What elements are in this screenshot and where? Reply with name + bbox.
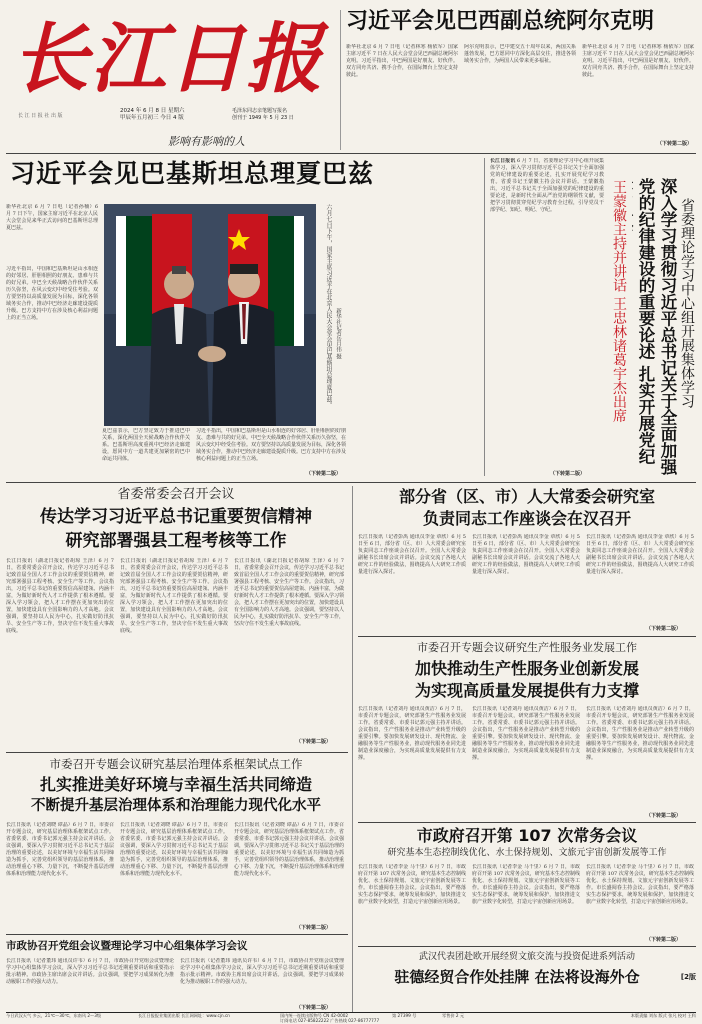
government-meeting-body: 长江日报讯（记者李金 马千里）6 月 7 日，市政府召开第 107 次常务会议，研究基本生态控制线优化、水土保持规划、文旅元宇宙创新发展等工作。市长盛阅春主持会议。会议指出，要严格落实生态保护要求，统筹发展和保护，加快推进文旅产业数字化转型，打造元宇宙创新应用场景。 [358, 864, 466, 905]
cppcc-party-body-col2 [180, 958, 344, 1004]
top-story-col3-text: 新华社北京 6 月 7 日电（记者林寒 杨依军）国家主席习近平 7 日在人民大会堂会见巴西副总统阿尔克明。习近平指出，中巴两国是好朋友、好伙伴。双方同舟共济、携手合作，在国际舞台上坚定支持彼此。 [582, 44, 694, 78]
npc-research-headline-1: 部分省（区、市）人大常委会研究室 [398, 487, 655, 506]
productive-services-continued: （下转第二版） [646, 813, 682, 819]
npc-research-continued: （下转第二版） [646, 626, 682, 632]
npc-research-body-col2 [472, 534, 580, 630]
grassroots-governance-body-col2 [120, 822, 228, 928]
provincial-committee-kicker: 省委常委会召开会议 [117, 487, 235, 502]
productive-services-body-col2 [472, 706, 580, 816]
divider [6, 153, 696, 154]
main-story-body: 习近平指出，中国和巴基斯坦是山水相连的好邻居、肝胆相照的好朋友、患难与共的好兄弟。中巴全天候战略合作伙伴关系历久弥坚，在风云变幻中经受住考验。双方要坚持以高质量发展为目标，深化各领域务实合作，推动中巴经济走廊建设提质升级。巴方支持中方在涉及核心利益问题上的正当立场。 [6, 266, 98, 321]
divider [484, 158, 485, 476]
right-column-headline [632, 178, 678, 476]
grassroots-governance-body-col2-text: 长江日报讯（记者刘晓 谭晶）6 月 7 日，市委召开专题会议，研究基层治理体系框架试点工作。省委常委、市委书记郭元强主持会议并讲话。会议强调，要深入学习贯彻习近平总书记关于基层治理的重要论述，以美好环境与幸福生活共同缔造为抓手，完善党组织领导的基层治理体系，推动治理重心下移、力量下沉，不断提升基层治理体系和治理能力现代化水平。 [120, 822, 228, 877]
cppcc-party-story [6, 938, 346, 1012]
right-column-kicker-text: 省委理论学习中心组开展集体学习 [679, 198, 695, 408]
divider [340, 10, 341, 150]
government-meeting-body-col2-text: 长江日报讯（记者李金 马千里）6 月 7 日，市政府召开第 107 次常务会议，研究基本生态控制线优化、水土保持规划、文旅元宇宙创新发展等工作。市长盛阅春主持会议。会议指出，要严格落实生态保护要求，统筹发展和保护，加快推进文旅产业数字化转型，打造元宇宙创新应用场景。 [472, 864, 580, 905]
wuhan-delegation-teaser[interactable] [358, 950, 696, 1010]
government-meeting-body-col3-text: 长江日报讯（记者李金 马千里）6 月 7 日，市政府召开第 107 次常务会议，研究基本生态控制线优化、水土保持规划、文旅元宇宙创新发展等工作。市长盛阅春主持会议。会议指出，要严格落实生态保护要求，统筹发展和保护，加快推进文旅产业数字化转型，打造元宇宙创新应用场景。 [586, 864, 694, 905]
footer [6, 1013, 696, 1024]
provincial-committee-body-col2 [120, 558, 228, 744]
right-column-body [490, 158, 604, 478]
main-story-headline: 习近平会见巴基斯坦总理夏巴兹 [10, 159, 375, 188]
grassroots-governance-body-col3-text: 长江日报讯（记者刘晓 谭晶）6 月 7 日，市委召开专题会议，研究基层治理体系框架试点工作。省委常委、市委书记郭元强主持会议并讲话。会议强调，要深入学习贯彻习近平总书记关于基层治理的重要论述，以美好环境与幸福生活共同缔造为抓手，完善党组织领导的基层治理体系，推动治理重心下移、力量下沉，不断提升基层治理体系和治理能力现代化水平。 [234, 822, 344, 877]
pub-info: 长 江 日 报 社 出 版 [18, 113, 63, 119]
provincial-committee-headline-2: 研究部署强县工程考核等工作 [65, 531, 287, 551]
logo-text: 长江日报 [12, 14, 324, 103]
top-story-body: 阿尔克明表示，巴中建交五十周年以来，两国关系蓬勃发展，巴方愿同中方深化高层交往，推进各领域务实合作，为两国人民带来更多福祉。 [464, 44, 576, 64]
date-line: 2024 年 6 月 8 日 星期六 [120, 108, 185, 114]
provincial-committee-story [6, 486, 346, 748]
npc-research-body: 长江日报讯（记者彭禹 通讯员李金 章欣）6 月 5 日至 6 日，部分省（区、市）人大常委会研究室负责同志工作座谈会在汉召开。全国人大常委会副秘书长出席会议并讲话。会议交流了各地人大研究工作的经验做法，围绕提高人大研究工作质量进行深入探讨。 [358, 534, 466, 575]
government-meeting-headline-2: 研究基本生态控制线优化、水土保持规划、文旅元宇宙创新发展等工作 [387, 848, 667, 858]
government-meeting-continued: （下转第二版） [646, 937, 682, 943]
right-column-body-text: 6 月 7 日，省委理论学习中心组开展集体学习，深入学习贯彻习近平总书记关于全面加强党的纪律建设的重要论述，扎实开展党纪学习教育。省委书记王蒙徽主持会议并讲话。王蒙徽指出，习近平总书记关于全面加强党的纪律建设的重要论述，是新时代全面从严治党的纲领性文献，要把学习贯彻贯穿党纪学习教育全过程，引导党员干部学纪、知纪、明纪、守纪。 [490, 158, 604, 213]
main-story-body2: 夏巴兹表示，巴方坚定致力于推进巴中关系，深化两国全天候战略合作伙伴关系。巴基斯坦高度重视中巴经济走廊建设，愿同中方一道共建更加紧密的巴中命运共同体。 [102, 428, 190, 462]
photo-credit [332, 308, 342, 426]
right-column-headline-text: 深入学习贯彻习近平总书记关于全面加强党的纪律建设的重要论述 扎实开展党纪 [636, 178, 677, 475]
founder-line: 毛泽东同志亲笔题写报名 [232, 108, 288, 114]
main-story-continued: （下转第二版） [306, 471, 342, 477]
wuhan-delegation-headline: 驻德经贸合作处挂牌 在法将设海外仓 [394, 968, 640, 986]
grassroots-governance-kicker: 市委召开专题会议研究基层治理体系框架试点工作 [49, 757, 303, 771]
slogan [168, 133, 245, 149]
cppcc-party-headline: 市政协召开党组会议暨理论学习中心组集体学习会议 [6, 940, 248, 952]
productive-services-body-col3 [586, 706, 694, 810]
top-story [346, 8, 696, 150]
government-meeting-headline-1: 市政府召开第 107 次常务会议 [416, 826, 638, 845]
masthead [0, 0, 335, 150]
masthead-right-meta [232, 108, 332, 122]
npc-research-body-col3-text: 长江日报讯（记者彭禹 通讯员李金 章欣）6 月 5 日至 6 日，部分省（区、市）人大常委会研究室负责同志工作座谈会在汉召开。全国人大常委会副秘书长出席会议并讲话。会议交流了各地人大研究工作的经验做法，围绕提高人大研究工作质量进行深入探讨。 [586, 534, 694, 575]
main-story-lead: 新华社北京 6 月 7 日电（记者孙楠）6 月 7 日下午，国家主席习近平在北京人民大会堂会见来华正式访问的巴基斯坦总理夏巴兹。 [6, 204, 98, 231]
npc-research-headline-2: 负责同志工作座谈会在汉召开 [422, 509, 631, 528]
divider [6, 482, 696, 483]
npc-research-body-col3 [586, 534, 694, 624]
footer-codes: 国内统一连续出版物号 CN 42-0002 [280, 1013, 349, 1018]
provincial-committee-body-col2-text: 长江日报讯（湖北日报记者胡琼 王泽）6 月 7 日，省委常委会召开会议，传达学习习近平总书记致首届全国人才工作会议的重要贺信精神，研究部署强县工程考核、安全生产等工作。会议指出，习近平总书记的重要贺信高屋建瓴、内涵丰富，为做好新时代人才工作提供了根本遵循。要深入学习领会，把人才工作摆在更加突出的位置，加快建设具有全国影响力的人才高地。会议强调，要坚持以人民为中心，扎实做好防汛抗旱、安全生产等工作，坚决守住不发生重大事故底线。 [120, 558, 228, 634]
footer-subscription: 订阅电话 027-85822222 广告热线 027-86777777 [280, 1018, 380, 1023]
photo-credit-text: 新华社记者岳月伟 摄 [335, 308, 341, 360]
photo-caption-text: 六月七日下午，国家主席习近平在北京人民大会堂会见巴基斯坦总理夏巴兹。 [325, 204, 332, 408]
right-column-tag: 长江日报讯 [490, 158, 516, 164]
divider [358, 946, 696, 947]
footer-editors: 本版责编 刘东 版式 张凡 校对 王科 [630, 1013, 696, 1018]
productive-services-kicker: 市委召开专题会议研究生产性服务业发展工作 [417, 641, 637, 654]
provincial-committee-continued: （下转第二版） [296, 739, 332, 745]
top-story-headline: 习近平会见巴西副总统阿尔克明 [346, 9, 655, 34]
right-column-continued: （下转第二版） [550, 471, 586, 477]
productive-services-body: 长江日报讯（记者刘丹 通讯员黄洁）6 月 7 日，市委召开专题会议，研究部署生产性服务业发展工作。省委常委、市委书记郭元强主持并讲话。会议指出，生产性服务业是推动产业转型升级的重要引擎。要加快发展研发设计、现代物流、金融服务等生产性服务业，推动现代服务业同先进制造业深度融合，为实现高质量发展提供有力支撑。 [358, 706, 466, 761]
right-column-story [490, 158, 696, 478]
main-story-col-right [196, 428, 346, 476]
grassroots-governance-headline-2: 不断提升基层治理体系和治理能力现代化水平 [31, 798, 321, 814]
right-column-byline-text: 王蒙徽主持并讲话 王忠林诸葛宇杰出席 [611, 180, 627, 423]
grassroots-governance-story [6, 756, 346, 932]
slogan-text: 影响有影响的人 [168, 135, 245, 148]
divider [6, 934, 348, 935]
right-column-byline [608, 180, 630, 476]
provincial-committee-body: 长江日报讯（湖北日报记者胡琼 王泽）6 月 7 日，省委常委会召开会议，传达学习习近平总书记致首届全国人才工作会议的重要贺信精神，研究部署强县工程考核、安全生产等工作。会议指出，习近平总书记的重要贺信高屋建瓴、内涵丰富，为做好新时代人才工作提供了根本遵循。要深入学习领会，把人才工作摆在更加突出的位置，加快建设具有全国影响力的人才高地。会议强调，要坚持以人民为中心，扎实做好防汛抗旱、安全生产等工作，坚决守住不发生重大事故底线。 [6, 558, 114, 634]
main-story [6, 158, 476, 478]
cppcc-party-body: 长江日报讯（记者董玮 通讯员许韦）6 月 7 日，市政协召开党组会议暨理论学习中心组集体学习会议，深入学习习近平总书记近期重要讲话和重要指示批示精神。市政协主席出席会议并讲话。会议强调，要把学习成果转化为推动履职工作的强大动力。 [6, 958, 174, 985]
footer-price: 零售价 2 元 [442, 1013, 465, 1018]
top-story-lead: 新华社北京 6 月 7 日电（记者林寒 杨依军）国家主席习近平 7 日在人民大会堂会见巴西副总统阿尔克明。习近平指出，中巴两国是好朋友、好伙伴。双方同舟共济、携手合作，在国际舞台上坚定支持彼此。 [346, 44, 458, 78]
cppcc-party-body-col2-text: 长江日报讯（记者董玮 通讯员许韦）6 月 7 日，市政协召开党组会议暨理论学习中心组集体学习会议，深入学习习近平总书记近期重要讲话和重要指示批示精神。市政协主席出席会议并讲话。会议强调，要把学习成果转化为推动履职工作的强大动力。 [180, 958, 344, 985]
grassroots-governance-continued: （下转第二版） [296, 925, 332, 931]
government-meeting-body-col2 [472, 864, 580, 942]
divider [6, 752, 348, 753]
footer-address: 长江日报报业集团出版 长江网网址：www.cjn.cn [138, 1013, 230, 1018]
provincial-committee-body-col3 [234, 558, 344, 738]
productive-services-story [358, 640, 696, 820]
npc-research-story [358, 486, 696, 634]
top-story-col3 [582, 44, 694, 140]
meeting-photo-image [104, 204, 316, 426]
divider [358, 636, 696, 637]
founded-line: 创刊于 1949 年 5 月 23 日 [232, 115, 294, 121]
main-story-col-right-text: 习近平指出，中国和巴基斯坦是山水相连的好邻居、肝胆相照的好朋友、患难与共的好兄弟。中巴全天候战略合作伙伴关系历久弥坚，在风云变幻中经受住考验。双方要坚持以高质量发展为目标，深化各领域务实合作，推动中巴经济走廊建设提质升级。巴方支持中方在涉及核心利益问题上的正当立场。 [196, 428, 346, 462]
photo-caption [320, 204, 332, 426]
provincial-committee-body-col3-text: 长江日报讯（湖北日报记者胡琼 王泽）6 月 7 日，省委常委会召开会议，传达学习习近平总书记致首届全国人才工作会议的重要贺信精神，研究部署强县工程考核、安全生产等工作。会议指出，习近平总书记的重要贺信高屋建瓴、内涵丰富，为做好新时代人才工作提供了根本遵循。要深入学习领会，把人才工作摆在更加突出的位置，加快建设具有全国影响力的人才高地。会议强调，要坚持以人民为中心，扎实做好防汛抗旱、安全生产等工作，坚决守住不发生重大事故底线。 [234, 558, 344, 627]
productive-services-headline-1: 加快推动生产性服务业创新发展 [414, 659, 639, 678]
grassroots-governance-headline-1: 扎实推进美好环境与幸福生活共同缔造 [39, 775, 312, 794]
productive-services-body-col3-text: 长江日报讯（记者刘丹 通讯员黄洁）6 月 7 日，市委召开专题会议，研究部署生产性服务业发展工作。省委常委、市委书记郭元强主持并讲话。会议指出，生产性服务业是推动产业转型升级的重要引擎。要加快发展研发设计、现代物流、金融服务等生产性服务业，推动现代服务业同先进制造业深度融合，为实现高质量发展提供有力支撑。 [586, 706, 694, 761]
divider [352, 486, 353, 1012]
lunar-line: 甲辰年五月初三 今日 4 版 [120, 115, 184, 121]
grassroots-governance-body: 长江日报讯（记者刘晓 谭晶）6 月 7 日，市委召开专题会议，研究基层治理体系框架试点工作。省委常委、市委书记郭元强主持会议并讲话。会议强调，要深入学习贯彻习近平总书记关于基层治理的重要论述，以美好环境与幸福生活共同缔造为抓手，完善党组织领导的基层治理体系，推动治理重心下移、力量下沉，不断提升基层治理体系和治理能力现代化水平。 [6, 822, 114, 877]
npc-research-body-col2-text: 长江日报讯（记者彭禹 通讯员李金 章欣）6 月 5 日至 6 日，部分省（区、市）人大常委会研究室负责同志工作座谈会在汉召开。全国人大常委会副秘书长出席会议并讲话。会议交流了各地人大研究工作的经验做法，围绕提高人大研究工作质量进行深入探讨。 [472, 534, 580, 575]
footer-issue: 第 27399 号 [392, 1013, 417, 1018]
top-story-continued: （下转第二版） [656, 141, 692, 147]
grassroots-governance-body-col3 [234, 822, 344, 922]
wuhan-delegation-page-ref[interactable]: [2版 [680, 973, 696, 981]
masthead-logo [12, 14, 330, 103]
wuhan-delegation-kicker: 武汉代表团赴欧开展经贸文旅交流与投资促进系列活动 [418, 952, 635, 962]
provincial-committee-headline-1: 传达学习习近平总书记重要贺信精神 [40, 507, 312, 527]
productive-services-body-col2-text: 长江日报讯（记者刘丹 通讯员黄洁）6 月 7 日，市委召开专题会议，研究部署生产性服务业发展工作。省委常委、市委书记郭元强主持并讲话。会议指出，生产性服务业是推动产业转型升级的重要引擎。要加快发展研发设计、现代物流、金融服务等生产性服务业，推动现代服务业同先进制造业深度融合，为实现高质量发展提供有力支撑。 [472, 706, 580, 761]
main-story-photo [104, 204, 316, 426]
cppcc-party-continued: （下转第二版） [296, 1005, 332, 1011]
government-meeting-story [358, 826, 696, 944]
productive-services-headline-2: 为实现高质量发展提供有力支撑 [414, 681, 639, 700]
footer-weather: 今日武汉天气 多云，21℃～30℃，东南风 2～3级 [6, 1013, 102, 1018]
right-column-kicker [678, 198, 696, 476]
divider [358, 822, 696, 823]
government-meeting-body-col3 [586, 864, 694, 936]
